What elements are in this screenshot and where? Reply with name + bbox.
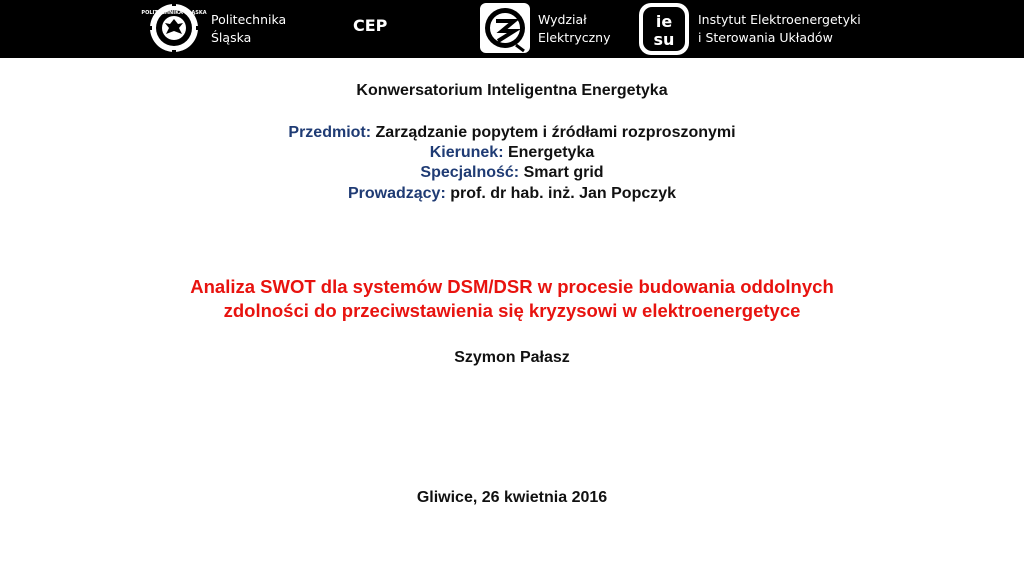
specialization-label: Specjalność: [420, 164, 520, 181]
title-line2: zdolności do przeciwstawienia się kryzysowi w elektroenergetyce [223, 300, 801, 321]
university-name-line2: Śląska [211, 30, 252, 45]
lecturer-line [0, 185, 1024, 203]
cep-label: CEP [353, 16, 388, 35]
place-date: Gliwice, 26 kwietnia 2016 [416, 489, 608, 506]
svg-text:POLITECHNIKA ŚLĄSKA: POLITECHNIKA ŚLĄSKA [141, 10, 207, 16]
course-value: Zarządzanie popytem i źródłami rozproszonymi [375, 124, 736, 141]
institute-name [698, 11, 861, 47]
faculty-name [538, 11, 611, 47]
university-name-line1: Politechnika [211, 12, 287, 27]
conference-name: Konwersatorium Inteligentna Energetyka [356, 82, 668, 99]
field-label: Kierunek: [429, 144, 504, 161]
university-name [211, 11, 286, 47]
course-label: Przedmiot: [288, 124, 372, 141]
specialization-value: Smart grid [523, 164, 604, 181]
specialization-line [0, 164, 1024, 182]
lecturer-value: prof. dr hab. inż. Jan Popczyk [450, 185, 677, 202]
title-line1: Analiza SWOT dla systemów DSM/DSR w procesie budowania oddolnych [190, 276, 834, 297]
course-line [0, 124, 1024, 142]
faculty-logo [478, 1, 532, 57]
field-value: Energetyka [507, 144, 595, 161]
institute-logo [638, 2, 690, 56]
svg-text:su: su [653, 30, 675, 49]
author-name: Szymon Pałasz [454, 349, 570, 366]
lecturer-label: Prowadzący: [347, 185, 446, 202]
field-line [0, 144, 1024, 162]
svg-text:ie: ie [655, 12, 673, 31]
institute-name-line2: i Sterowania Układów [698, 30, 833, 45]
faculty-name-line1: Wydział [538, 12, 587, 27]
header-bar [0, 0, 1024, 58]
faculty-name-line2: Elektryczny [538, 30, 611, 45]
university-logo [141, 2, 207, 54]
institute-name-line1: Instytut Elektroenergetyki [698, 12, 861, 27]
presentation-title [0, 275, 1024, 323]
